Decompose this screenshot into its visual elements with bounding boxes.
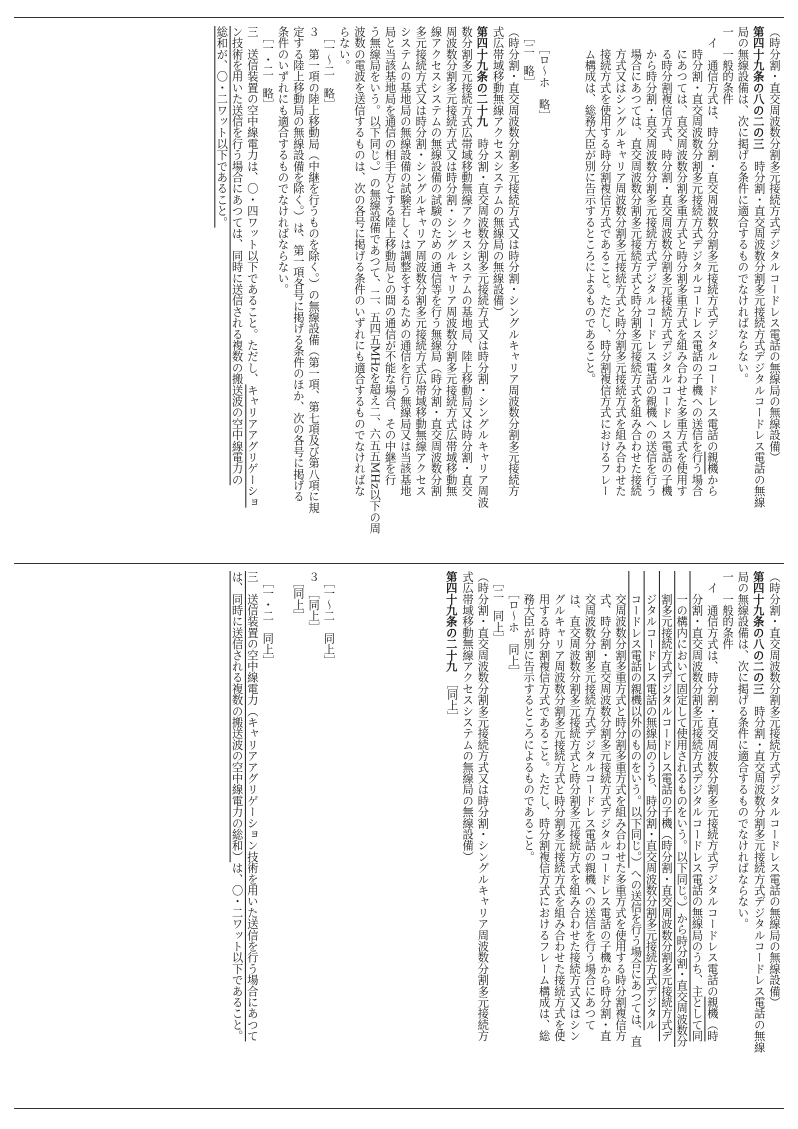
amended-phrase: 総和が、〇・二ワット以下であること。 [215, 26, 229, 228]
text-line [352, 26, 367, 556]
text-line [705, 571, 720, 1101]
text-line [428, 571, 443, 1101]
revised-text-column [16, 26, 782, 556]
text-line [413, 571, 428, 1101]
text-line [720, 26, 735, 556]
text-line [674, 571, 689, 1101]
text-line [689, 571, 704, 1101]
text-segment: 務大臣が別に告示するところによるものであること。 [522, 571, 536, 863]
text-segment: は、〇・二ワット以下であること。 [230, 862, 244, 1042]
text-line [398, 26, 413, 556]
text-line [735, 26, 750, 556]
text-line [306, 571, 321, 1101]
text-segment: 時分割・直交周波数分割多元接続方式又は時分割・シングルキャリア周波 [476, 126, 490, 508]
text-segment: ム構成は、総務大臣が別に告示するところによるものであること。 [583, 26, 597, 385]
text-line [428, 26, 443, 556]
text-line [475, 571, 490, 1101]
current-text-panel [16, 571, 782, 1101]
text-line [321, 571, 336, 1101]
text-segment: は、直交周波数分割多元接続方式と時分割多元接続方式を組み合わせた接続方式又はシン [568, 571, 582, 1042]
text-line [720, 571, 735, 1101]
article-number: 第四十九条の二十九 [475, 26, 490, 127]
text-line [490, 571, 505, 1101]
text-line [382, 571, 397, 1101]
text-segment: 式広帯域移動無線アクセスシステムの無線局の無線設備） [491, 26, 505, 318]
text-segment: 三 送信装置の空中線電力は、〇・四ワット以下であること。ただし、 [245, 26, 259, 385]
text-segment: 式広帯域移動無線アクセスシステムの無線局の無線設備） [461, 571, 475, 863]
text-segment: 時分割・直交周波数分割多元接続方式デジタルコードレス電話の無線 [752, 149, 766, 508]
text-line [275, 26, 290, 556]
text-line [674, 26, 689, 556]
text-line [229, 26, 244, 556]
text-segment: ［ロ～ホ 略］ [537, 26, 551, 122]
text-line [750, 26, 766, 556]
amended-phrase: は、同時に送信される複数の搬送波の空中線電力の総和） [230, 571, 244, 863]
amended-phrase: 親機 [705, 451, 719, 475]
panel-divider [14, 563, 784, 564]
text-segment: から [705, 474, 719, 497]
text-segment: 局の無線設備は、次に掲げる条件に適合するものでなければならない。 [736, 571, 750, 930]
text-line [613, 571, 628, 1101]
text-line [367, 571, 382, 1101]
text-line [628, 26, 643, 556]
text-line [336, 571, 351, 1101]
text-segment: ［一・二 略］ [261, 26, 275, 110]
text-segment: 接続方式を使用する時分割複信方式であること。ただし、時分割複信方式におけるフレー [598, 26, 612, 497]
text-line [643, 571, 658, 1101]
amended-phrase: ジタルコードレス電話の無線局のうち、時分割・直交周波数分割多元接続方式デジタル [644, 571, 658, 1031]
text-line [767, 26, 782, 556]
amended-phrase: コードレス電話の親機以外のものをいう。以下同じ。） [629, 571, 643, 868]
text-line [521, 26, 536, 556]
amended-phrase: 一の構内において固定して使用されるものをいう。以下同じ。）から時分割・直交周波数分 [675, 571, 689, 1047]
amended-phrase: 割多元接続方式デジタルコードレス電話の子機（時分割・直交周波数分割多元接続方式デ [659, 571, 673, 1042]
text-line [506, 571, 521, 1101]
text-segment: 一 一般的条件 [721, 571, 735, 650]
text-segment: にあつては、直交周波数分割多重方式と時分割多重方式を組み合わせた多重方式を使用す [675, 26, 689, 497]
text-segment: 時分割・直交周波数分割多元接続方式デジタルコードレス電話の子機への送信を行う場合 [690, 26, 704, 497]
text-line [460, 571, 475, 1101]
text-segment: ［一～二 略］ [322, 26, 336, 110]
text-line [536, 26, 551, 556]
text-segment: ［同上］ [445, 671, 459, 723]
amended-phrase: 三 送信装置の空中線電力（キャリアアグリゲーション技術を用いた送信を行う場合にあつて [245, 571, 259, 1042]
article-number: 第四十九条の八の二の三 [751, 26, 766, 150]
text-segment: 局の無線設備は、次に掲げる条件に適合するものでなければならない。 [736, 26, 750, 385]
amended-phrase: ン技術を用いた送信を行う場合にあつては、同時に送信される複数の搬送波の空中線電力の [230, 26, 244, 486]
text-line [398, 571, 413, 1101]
article-number: 第四十九条の二十九 [444, 571, 459, 672]
text-segment: ［一～二 同上］ [322, 571, 336, 667]
amended-phrase: キャリアアグリゲーショ [245, 384, 259, 508]
text-line [459, 26, 474, 556]
text-line [214, 26, 229, 556]
text-segment: 定する陸上移動局の無線設備を除く。）は、第一項各号に掲げる条件のほか、次の各号に掲げる [291, 26, 305, 502]
text-line [659, 571, 674, 1101]
text-line [474, 26, 490, 556]
text-line [291, 26, 306, 556]
text-segment: から時分割・直交周波数分割多元接続方式デジタルコードレス電話の親機への送信を行う [644, 26, 658, 497]
text-segment: （時分割・直交周波数分割多元接続方式又は時分割・シングルキャリア周波数分割多元接続方 [506, 26, 520, 497]
text-line [275, 571, 290, 1101]
text-segment: （時分割・直交周波数分割多元接続方式又は時分割・シングルキャリア周波数分割多元接続方 [476, 571, 490, 1042]
text-segment: 波数の電波を送信するものは、次の各号に掲げる条件のいずれにも適合するものでなければな [352, 26, 366, 497]
text-line [443, 571, 459, 1101]
text-segment: 交周波数分割多元接続方式デジタルコードレス電話の親機への送信を行う場合にあつて [583, 571, 597, 1031]
text-line [291, 571, 306, 1101]
text-line [306, 26, 321, 556]
text-segment: 場合にあつては、直交周波数分割多元接続方式と時分割多元接続方式を組み合わせた接続 [629, 26, 643, 497]
text-line [750, 571, 766, 1101]
text-segment: イ 通信方式は、時分割・直交周波数分割多元接続方式デジタルコードレス電話の [705, 571, 719, 997]
text-line [582, 571, 597, 1101]
current-text-column [16, 571, 782, 1101]
text-segment: 数分割多元接続方式広帯域移動無線アクセスシステムの基地局、陸上移動局又は時分割・直交 [460, 26, 474, 497]
article-number: 第四十九条の八の二の三 [751, 571, 766, 695]
text-segment: 条件のいずれにも適合するものでなければならない。 [276, 26, 290, 295]
text-segment: う無線局をいう。以下同じ。）の無線設備であつて、二、五四五MHzを超え二、六五五MHz以下の周 [368, 26, 382, 534]
text-line [735, 571, 750, 1101]
amended-phrase: 分割・直交周波数分割多元接続方式デジタルコードレス電話の無線局のうち、主として同 [690, 571, 704, 1042]
text-line [567, 571, 582, 1101]
text-segment: 多元接続方式又は時分割・シングルキャリア周波数分割多元接続方式広帯域移動無線アクセス [414, 26, 428, 497]
text-segment: らない。 [337, 26, 351, 71]
revised-text-panel [16, 26, 782, 556]
text-line [628, 571, 643, 1101]
text-segment: ３ ［同上］ [307, 571, 321, 633]
text-segment: 式、時分割・直交周波数分割多元接続方式デジタルコードレス電話の子機から時分割・直 [598, 571, 612, 1042]
text-segment: ［同上］ [291, 571, 305, 622]
text-segment: イ 通信方式は、時分割・直交周波数分割多元接続方式デジタルコードレス電話の [705, 26, 719, 452]
text-segment: ［ロ～ホ 同上］ [506, 571, 520, 678]
top-rule [14, 17, 784, 18]
text-segment: 交周波数分割多重方式と時分割多重方式を組み合わせた多重方式を使用する時分割複信方 [614, 571, 628, 1042]
text-line [245, 26, 260, 556]
text-line [321, 26, 336, 556]
text-segment: 局と当該基地局を通信の相手方とする陸上移動局との間の通信が不能な場合、その中継を行 [383, 26, 397, 486]
text-segment: グルキャリア周波数分割多元接続方式と時分割多元接続方式を組み合わせた接続方式を使 [552, 571, 566, 1042]
text-line [597, 571, 612, 1101]
text-line [382, 26, 397, 556]
text-segment: ［二 略］ [522, 26, 536, 88]
text-line [597, 26, 612, 556]
text-line [490, 26, 505, 556]
text-segment: への送信を行う場合にあつては、直 [629, 867, 643, 1048]
text-segment: ３ 第一項の陸上移動局（中継を行うものを除く。）の無線設備（第一項、第七項及び第八項に規 [307, 26, 321, 514]
text-line [613, 26, 628, 556]
text-line [659, 26, 674, 556]
text-line [643, 26, 658, 556]
text-line [413, 26, 428, 556]
text-line [705, 26, 720, 556]
text-segment: 一 一般的条件 [721, 26, 735, 105]
text-line [443, 26, 458, 556]
bottom-rule [14, 1108, 784, 1109]
text-segment: 線アクセスシステムの無線設備の試験のための通信等を行う無線局（時分割・直交周波数分割 [429, 26, 443, 497]
text-segment: 時分割・直交周波数分割多元接続方式デジタルコードレス電話の無線 [752, 694, 766, 1053]
text-segment: 周波数分割多元接続方式又は時分割・シングルキャリア周波数分割多元接続方式広帯域移動無 [444, 26, 458, 497]
text-line [245, 571, 260, 1101]
text-line [552, 26, 567, 556]
text-line [689, 26, 704, 556]
text-segment: システムの基地局の無線設備の試験若しくは調整をするための通信を行う無線局又は当該基地 [398, 26, 412, 497]
amended-phrase: 親機（時 [705, 996, 719, 1042]
text-line [260, 571, 275, 1101]
text-line [582, 26, 597, 556]
text-segment: る時分割複信方式、時分割・直交周波数分割多元接続方式デジタルコードレス電話の子機 [659, 26, 673, 497]
text-line [336, 26, 351, 556]
text-line [260, 26, 275, 556]
text-line [352, 571, 367, 1101]
text-segment: （時分割・直交周波数分割多元接続方式デジタルコードレス電話の無線局の無線設備） [768, 571, 781, 1008]
text-line [521, 571, 536, 1101]
text-segment: 用する時分割複信方式であること。ただし、時分割複信方式におけるフレーム構成は、総 [537, 571, 551, 1042]
text-line [767, 571, 782, 1101]
text-line [536, 571, 551, 1101]
text-segment: （時分割・直交周波数分割多元接続方式デジタルコードレス電話の無線局の無線設備） [768, 26, 781, 463]
text-line [506, 26, 521, 556]
text-line [552, 571, 567, 1101]
text-segment: ［一・二 同上］ [261, 571, 275, 667]
text-segment: ［二 同上］ [491, 571, 505, 644]
text-line [367, 26, 382, 556]
text-line [229, 571, 244, 1101]
text-segment: 方式又はシングルキャリア周波数分割多元接続方式と時分割多元接続方式を組み合わせた [614, 26, 628, 497]
text-line [567, 26, 582, 556]
